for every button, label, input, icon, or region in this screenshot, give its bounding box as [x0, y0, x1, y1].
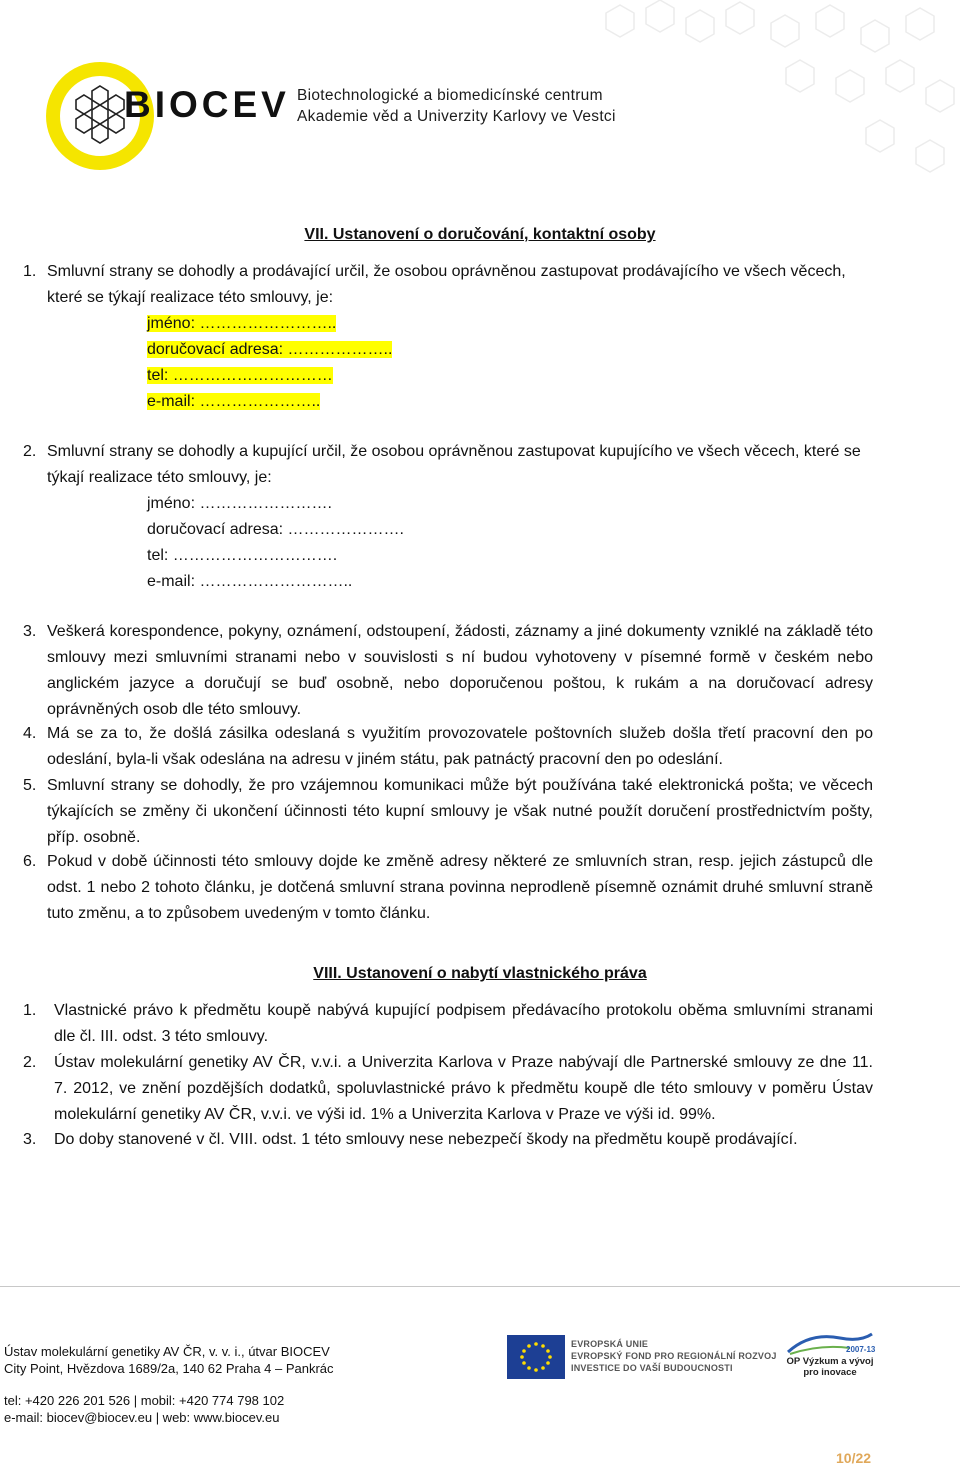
paragraph: Veškerá korespondence, pokyny, oznámení, odstoupení, žádosti, záznamy a jiné dokumenty vzniklé na základě této smlouvy mezi smluvními stranami nebo v souvislosti s ní budou vyhotoveny v písemné formě v českém nebo anglickém jazyce a doručují se buď osobně, nebo doporučenou poštou, k rukám a na doručovací adresy oprávněných osob dle této smlouvy. — [47, 623, 873, 718]
eu-line3: INVESTICE DO VAŠÍ BUDOUCNOSTI — [571, 1363, 733, 1373]
footer-phone: tel: +420 226 201 526 | mobil: +420 774 798 102 — [4, 1393, 285, 1408]
paragraph: Pokud v době účinnosti této smlouvy dojde ke změně adresy některé ze smluvních stran, resp. jejich zástupců dle odst. 1 nebo 2 tohoto článku, je dotčená smluvní strana povinna neprodleně písemně oznámit druhé smluvní straně tuto změnu, a to způsobem uvedeným v tomto článku. — [47, 853, 873, 922]
section-8-heading: VIII. Ustanovení o nabytí vlastnického práva — [313, 965, 647, 982]
item-number: 2. — [23, 1054, 37, 1071]
contact-name-field: jméno: ……………………. — [147, 495, 332, 512]
item-number: 1. — [23, 1002, 37, 1019]
header-subtitle-line2: Akademie věd a Univerzity Karlovy ve Vestci — [297, 108, 616, 125]
header-subtitle-line1: Biotechnologické a biomedicínské centrum — [297, 87, 603, 104]
item-number: 3. — [23, 1131, 37, 1148]
contact-address-field: doručovací adresa: …………………. — [147, 521, 404, 538]
contact-name-field: jméno: …………………….. — [147, 315, 337, 332]
footer-divider — [0, 1286, 960, 1287]
contact-email-field: e-mail: ……………………….. — [147, 573, 353, 590]
op-line1: OP Výzkum a vývoj — [786, 1356, 874, 1367]
footer-institute: Ústav molekulární genetiky AV ČR, v. v. i., útvar BIOCEV — [4, 1344, 330, 1359]
eu-fund-text — [571, 1338, 777, 1374]
item-number: 4. — [23, 725, 37, 742]
paragraph: Ústav molekulární genetiky AV ČR, v.v.i. a Univerzita Karlova v Praze nabývají dle Partnerské smlouvy ze dne 11. 7. 2012, ve znění pozdějších dodatků, spoluvlastnické právo k předmětu koupě dle této smlouvy v poměru Ústav molekulární genetiky AV ČR, v.v.i. ve výši id. 1% a Univerzita Karlova v Praze ve výši id. 99%. — [54, 1054, 873, 1123]
item-number: 5. — [23, 777, 37, 794]
paragraph-line: které se týkají realizace této smlouvy, je: — [47, 289, 334, 306]
paragraph-line: týkají realizace této smlouvy, je: — [47, 469, 272, 486]
eu-line1: EVROPSKÁ UNIE — [571, 1339, 649, 1349]
op-line2: pro inovace — [803, 1367, 857, 1378]
contact-tel-field: tel: ………………………… — [147, 367, 333, 384]
footer-address: City Point, Hvězdova 1689/2a, 140 62 Praha 4 – Pankrác — [4, 1361, 334, 1376]
header-subtitle — [297, 85, 616, 127]
eu-flag-icon — [507, 1335, 565, 1379]
paragraph-line: Smluvní strany se dohodly a prodávající určil, že osobou oprávněnou zastupovat prodávajícího ve všech věcech, — [47, 263, 846, 280]
op-logo-text — [778, 1356, 882, 1378]
paragraph: Vlastnické právo k předmětu koupě nabývá kupující podpisem předávacího protokolu oběma smluvními stranami dle čl. III. odst. 3 této smlouvy. — [54, 1002, 873, 1045]
paragraph: Do doby stanovené v čl. VIII. odst. 1 této smlouvy nese nebezpečí škody na předmětu koupě prodávající. — [54, 1131, 798, 1148]
paragraph-line: Smluvní strany se dohodly a kupující určil, že osobou oprávněnou zastupovat kupujícího ve všech věcech, které se — [47, 443, 861, 460]
hexagon-pattern-decoration — [600, 0, 960, 200]
item-number: 2. — [23, 443, 37, 460]
op-years: 2007-13 — [846, 1345, 876, 1354]
section-7-heading: VII. Ustanovení o doručování, kontaktní osoby — [304, 226, 656, 243]
footer-email-web: e-mail: biocev@biocev.eu | web: www.biocev.eu — [4, 1410, 280, 1425]
item-number: 1. — [23, 263, 37, 280]
item-number: 3. — [23, 623, 37, 640]
eu-line2: EVROPSKÝ FOND PRO REGIONÁLNÍ ROZVOJ — [571, 1351, 777, 1361]
paragraph: Má se za to, že došlá zásilka odeslaná s využitím provozovatele poštovních služeb došla třetí pracovní den po odeslání, byla-li však odeslána na adresu v jiném státu, pak patnáctý pracovní den po odeslání. — [47, 725, 873, 768]
paragraph: Smluvní strany se dohodly, že pro vzájemnou komunikaci může být používána také elektronická pošta; ve věcech týkajících se změny či ukončení účinnosti této kupní smlouvy je však nutné použít doručení prostřednictvím pošty, příp. osobně. — [47, 777, 873, 846]
contact-address-field: doručovací adresa: ……………….. — [147, 341, 393, 358]
item-number: 6. — [23, 853, 37, 870]
page-number: 10/22 — [836, 1450, 872, 1466]
contact-email-field: e-mail: ………………….. — [147, 393, 321, 410]
contact-tel-field: tel: …………………………. — [147, 547, 338, 564]
logo-wordmark: BIOCEV — [124, 84, 290, 125]
